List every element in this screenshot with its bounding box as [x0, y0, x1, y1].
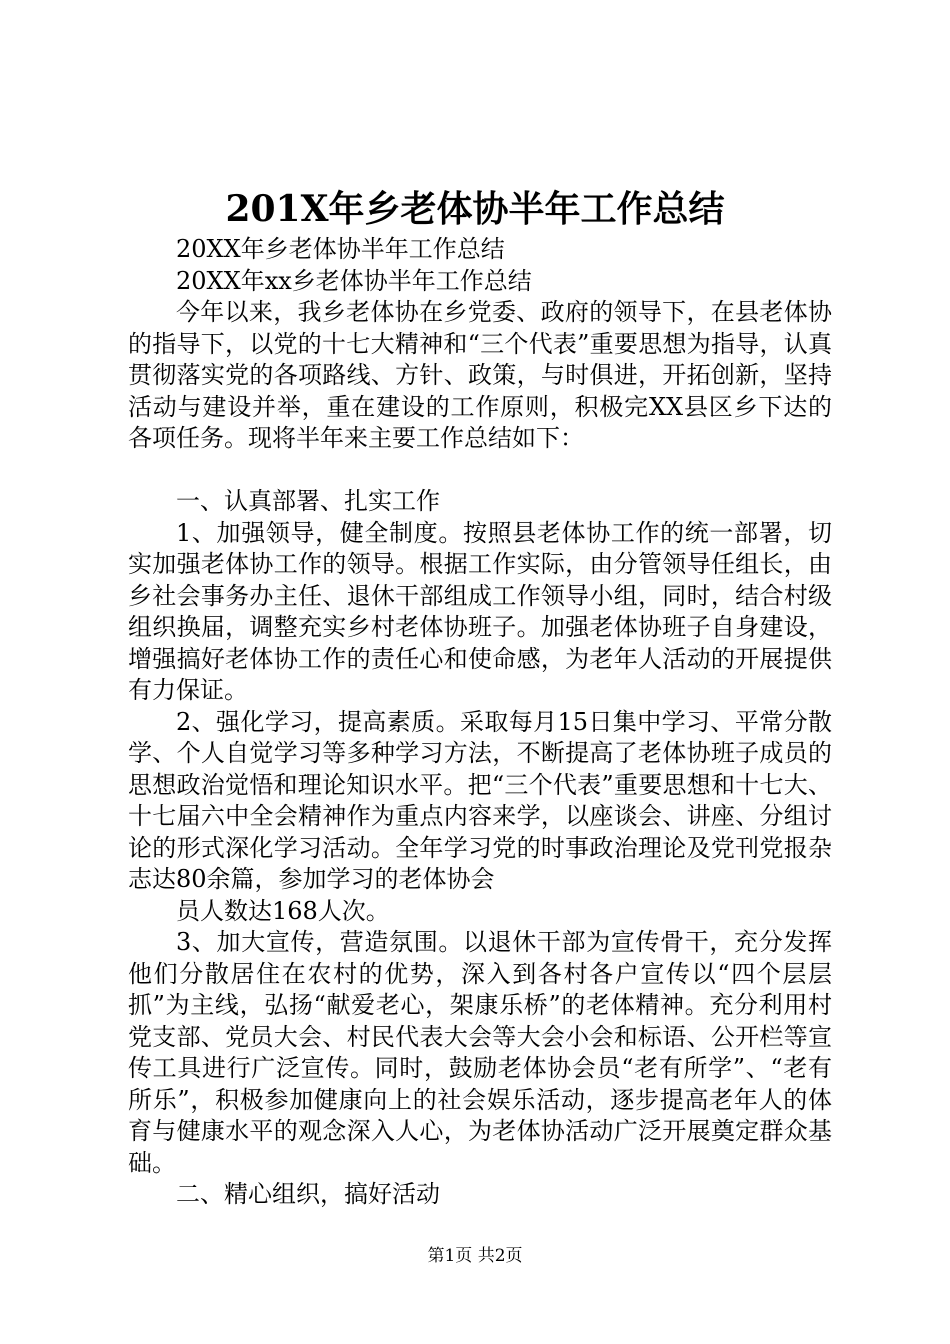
- body-paragraph: 2、强化学习，提高素质。采取每月15日集中学习、平常分散学、个人自觉学习等多种学习方法，不断提高了老体协班子成员的思想政治觉悟和理论知识水平。把“三个代表”重要思想和十七大、十七届六中全会精神作为重点内容来学，以座谈会、讲座、分组讨论的形式深化学习活动。全年学习党的时事政治理论及党刊党报杂志达80余篇，参加学习的老体协会: [128, 707, 832, 893]
- document-body: [128, 234, 832, 1211]
- body-paragraph: 员人数达168人次。: [176, 896, 390, 925]
- subtitle-line: 20XX年乡老体协半年工作总结: [176, 235, 505, 263]
- subtitle-line: 20XX年xx乡老体协半年工作总结: [176, 266, 532, 295]
- paragraph-spacer: [128, 455, 832, 487]
- page-number-footer: 第1页 共2页: [427, 1246, 523, 1266]
- section-heading: 二、精心组织，搞好活动: [176, 1180, 440, 1208]
- body-paragraph: 3、加大宣传，营造氛围。以退休干部为宣传骨干，充分发挥他们分散居住在农村的优势，深入到各村各户宣传以“四个层层抓”为主线，弘扬“献爱老心，架康乐桥”的老体精神。充分利用村党支部、党员大会、村民代表大会等大会小会和标语、公开栏等宣传工具进行广泛宣传。同时，鼓励老体协会员“老有所学”、“老有所乐”，积极参加健康向上的社会娱乐活动，逐步提高老年人的体育与健康水平的观念深入人心，为老体协活动广泛开展奠定群众基础。: [128, 928, 832, 1177]
- section-heading: 一、认真部署、扎实工作: [176, 487, 440, 515]
- document-title: 201X年乡老体协半年工作总结: [225, 188, 725, 230]
- body-paragraph: 1、加强领导，健全制度。按照县老体协工作的统一部署，切实加强老体协工作的领导。根据工作实际，由分管领导任组长，由乡社会事务办主任、退休干部组成工作领导小组，同时，结合村级组织换届，调整充实乡村老体协班子。加强老体协班子自身建设，增强搞好老体协工作的责任心和使命感，为老年人活动的开展提供有力保证。: [128, 518, 832, 704]
- intro-paragraph: 今年以来，我乡老体协在乡党委、政府的领导下，在县老体协的指导下，以党的十七大精神和“三个代表”重要思想为指导，认真贯彻落实党的各项路线、方针、政策，与时俱进，开拓创新，坚持活动与建设并举，重在建设的工作原则，积极完XX县区乡下达的各项任务。现将半年来主要工作总结如下：: [128, 298, 832, 452]
